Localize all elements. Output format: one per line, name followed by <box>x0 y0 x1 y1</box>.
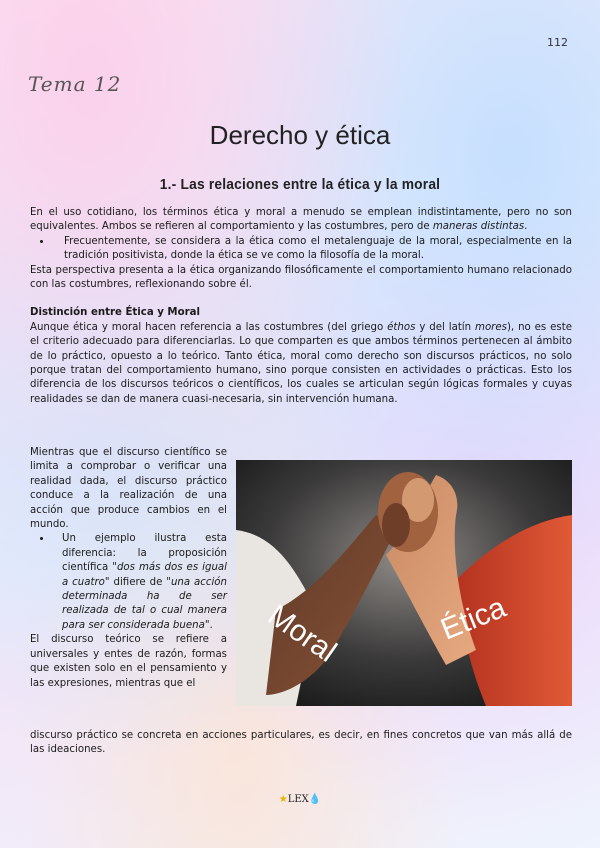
page-number: 112 <box>547 36 568 49</box>
intro-text: En el uso cotidiano, los términos ética y moral a menudo se emplean indistintamente, pero no son equivalentes. Ambos se refieren al comportamiento y las costumbres, pero de <box>30 207 572 233</box>
example-quote: dos más dos es igual a cuatro <box>62 562 227 588</box>
distinction-heading: Distinción entre Ética y Moral <box>30 307 200 319</box>
example-text: " difiere de " <box>104 576 171 588</box>
intro-emphasis: maneras distintas <box>432 221 525 233</box>
discourse-paragraph: Mientras que el discurso científico se limita a comprobar o verificar una realidad dada, el discurso práctico conduce a la realización de una acción que produce cambios en el mundo. <box>30 447 227 531</box>
footer-logo <box>0 794 600 805</box>
tema-label: Tema 12 <box>28 72 122 96</box>
meme-label-etica: Ética <box>436 590 511 647</box>
list-item: • Frecuentemente, se considera a la ética como el metalenguaje de la moral, especialmente en la tradición positivista, donde la ética se ve como la filosofía de la moral. <box>52 235 572 264</box>
discourse-list <box>30 532 227 633</box>
distinction-paragraph <box>30 321 572 407</box>
footer-text: LEX <box>287 794 309 805</box>
meme-label-moral: Moral <box>261 598 343 669</box>
drop-icon: 💧 <box>308 794 322 805</box>
fist-shadow <box>382 503 410 547</box>
intro-block <box>30 206 572 407</box>
example-text: Un ejemplo ilustra esta diferencia: la proposición científica " <box>62 533 227 574</box>
intro-list <box>30 235 572 264</box>
distinction-text: y del latín <box>415 321 476 333</box>
epic-handshake-image <box>236 460 572 706</box>
star-icon: ★ <box>278 794 288 805</box>
distinction-text: Aunque ética y moral hacen referencia a las costumbres (del griego <box>30 321 388 333</box>
intro-paragraph <box>30 206 572 235</box>
example-quote: una acción determinada ha de ser realizada de tal o cual manera para ser considerada buena <box>62 576 227 631</box>
discourse-block <box>30 446 227 691</box>
theory-paragraph-continued: discurso práctico se concreta en acciones particulares, es decir, en fines concretos que van más allá de las ideaciones. <box>30 730 572 756</box>
section-heading: 1.- Las relaciones entre la ética y la moral <box>159 176 441 193</box>
greek-term: éthos <box>387 321 416 333</box>
latin-term: mores <box>475 321 507 333</box>
page-title: Derecho y ética <box>209 120 391 150</box>
theory-paragraph: El discurso teórico se refiere a universales y entes de razón, formas que existen solo en el pensamiento y las expresiones, mientras que el <box>30 634 227 689</box>
distinction-text: ), no es este el criterio adecuado para diferenciarlas. Lo que comparten es que ambos términos pertenecen al ámbito de lo práctico, opuesto a lo teórico. Tanto ética, moral como derecho son discursos prácticos, no solo porque tratan del comportamiento humano, sino porque consisten en actividades o prácticas. Esto los diferencia de los discursos teóricos o científicos, los cuales se articulan según lógicas formales y cuyas realidades se dan de manera cuasi-necesaria, sin intervención humana. <box>30 321 572 405</box>
intro-text-end: . <box>524 221 528 233</box>
example-text: ". <box>204 619 213 631</box>
list-item <box>52 532 227 633</box>
intro-paragraph-2: Esta perspectiva presenta a la ética organizando filosóficamente el comportamiento humano relacionado con las costumbres, reflexionando sobre él. <box>30 264 572 291</box>
